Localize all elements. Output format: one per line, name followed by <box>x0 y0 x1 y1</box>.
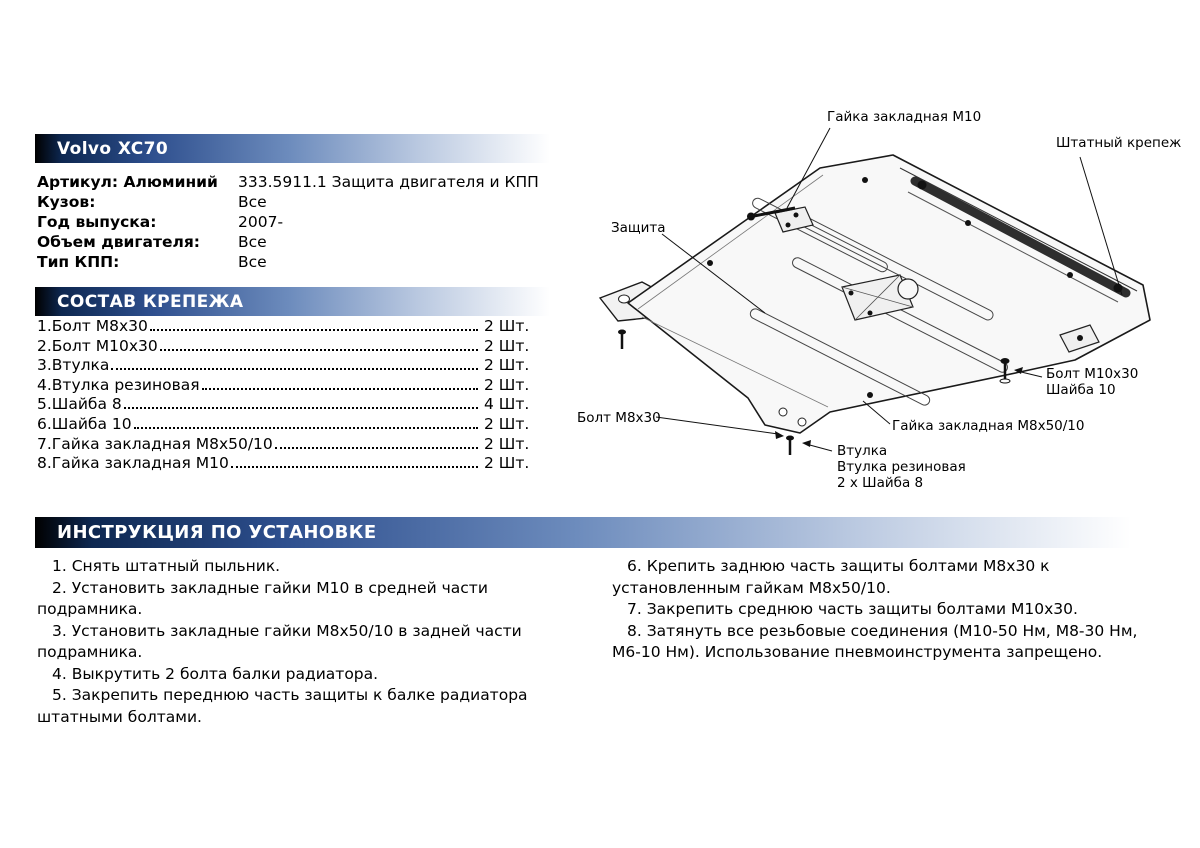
spec-row-article <box>37 172 577 192</box>
label-nut-m10: Гайка закладная М10 <box>827 109 982 125</box>
label-washers-8: 2 х Шайба 8 <box>837 475 924 491</box>
spec-row-year <box>37 212 577 232</box>
instructions-right-column <box>612 556 1165 728</box>
fasteners-title-band <box>35 287 566 316</box>
instructions-block <box>37 556 1165 728</box>
label-bolt-m8: Болт М8х30 <box>577 410 661 426</box>
fastener-qty: 2 Шт. <box>484 356 530 375</box>
dotted-leader <box>275 447 478 449</box>
instruction-step: 8. Затянуть все резьбовые соединения (М10-50 Нм, М8-30 Нм, М6-10 Нм). Использование пневмоинструмента запрещено. <box>612 621 1138 661</box>
dotted-leader <box>111 368 478 370</box>
spec-row-gearbox <box>37 252 577 272</box>
instruction-step: 7. Закрепить среднюю часть защиты болтами М10х30. <box>627 600 1078 618</box>
label-bushing: Втулка <box>837 443 888 459</box>
install-title-band <box>35 517 1165 548</box>
bolt-m8-left-icon <box>618 330 626 350</box>
spec-value: 2007- <box>238 213 284 231</box>
dotted-leader <box>124 407 478 409</box>
spec-value: Все <box>238 193 267 211</box>
fastener-qty: 2 Шт. <box>484 414 530 433</box>
fastener-name: 8.Гайка закладная М10 <box>37 454 229 473</box>
spec-label: Тип КПП: <box>37 253 120 271</box>
label-bolt-m10-group <box>1046 366 1138 398</box>
fastener-qty: 2 Шт. <box>484 434 530 453</box>
list-item <box>37 435 539 455</box>
instruction-step: 4. Выкрутить 2 болта балки радиатора. <box>52 664 379 683</box>
list-item <box>37 395 539 415</box>
model-title: Volvo XC70 <box>57 138 169 159</box>
list-item <box>37 454 539 474</box>
label-nut-m8: Гайка закладная М8х50/10 <box>892 418 1085 434</box>
instruction-step: 1. Снять штатный пыльник. <box>52 557 281 575</box>
fastener-qty: 2 Шт. <box>484 336 530 355</box>
fastener-name: 4.Втулка резиновая <box>37 375 200 394</box>
instruction-step: 5. Закрепить переднюю часть защиты к балке радиатора штатными болтами. <box>37 686 528 726</box>
dotted-leader <box>231 466 478 468</box>
fastener-name: 6.Шайба 10 <box>37 414 132 433</box>
label-bolt-m10: Болт М10х30 <box>1046 366 1139 382</box>
fastener-qty: 2 Шт. <box>484 317 530 335</box>
label-shield: Защита <box>611 220 666 236</box>
fastener-name: 7.Гайка закладная М8х50/10 <box>37 434 273 453</box>
spec-label: Артикул: Алюминий <box>37 173 218 191</box>
spec-label: Кузов: <box>37 193 96 211</box>
dotted-leader <box>160 349 478 351</box>
model-title-band <box>35 134 566 163</box>
specs-block <box>37 172 577 272</box>
dotted-leader <box>134 427 478 429</box>
list-item <box>37 317 539 337</box>
fastener-qty: 2 Шт. <box>484 454 530 473</box>
fastener-name: 3.Втулка <box>37 356 110 375</box>
spec-value: Все <box>238 253 267 271</box>
spec-row-engine <box>37 232 577 252</box>
list-item <box>37 376 539 396</box>
fastener-name: 2.Болт М10х30 <box>37 336 158 355</box>
instruction-step: 3. Установить закладные гайки М8х50/10 в задней части подрамника. <box>37 621 522 661</box>
instruction-step: 2. Установить закладные гайки М10 в средней части подрамника. <box>37 578 488 618</box>
dotted-leader <box>202 388 478 390</box>
spec-label: Объем двигателя: <box>37 233 200 251</box>
dotted-leader <box>150 329 478 331</box>
fasteners-title: СОСТАВ КРЕПЕЖА <box>57 291 244 312</box>
fastener-name: 5.Шайба 8 <box>37 395 122 414</box>
list-item <box>37 356 539 376</box>
instructions-left-column <box>37 556 590 728</box>
spec-value: Все <box>238 233 267 251</box>
instruction-step: 6. Крепить заднюю часть защиты болтами М8х30 к установленным гайкам М8х50/10. <box>612 557 1050 597</box>
install-title: ИНСТРУКЦИЯ ПО УСТАНОВКЕ <box>57 522 377 543</box>
spec-row-body <box>37 192 577 212</box>
label-rubber-bushing: Втулка резиновая <box>837 459 966 475</box>
label-stock-fastener: Штатный крепеж <box>1056 135 1182 151</box>
fastener-qty: 2 Шт. <box>484 375 530 394</box>
label-washer-10: Шайба 10 <box>1046 382 1116 398</box>
spec-label: Год выпуска: <box>37 213 157 231</box>
bolt-m8-right-icon <box>786 436 794 456</box>
list-item <box>37 337 539 357</box>
fastener-list <box>37 317 539 474</box>
spec-value: 333.5911.1 Защита двигателя и КПП <box>238 173 539 191</box>
fastener-name: 1.Болт М8х30 <box>37 317 148 335</box>
list-item <box>37 415 539 435</box>
label-bushing-group <box>837 443 966 491</box>
fastener-qty: 4 Шт. <box>484 395 530 414</box>
